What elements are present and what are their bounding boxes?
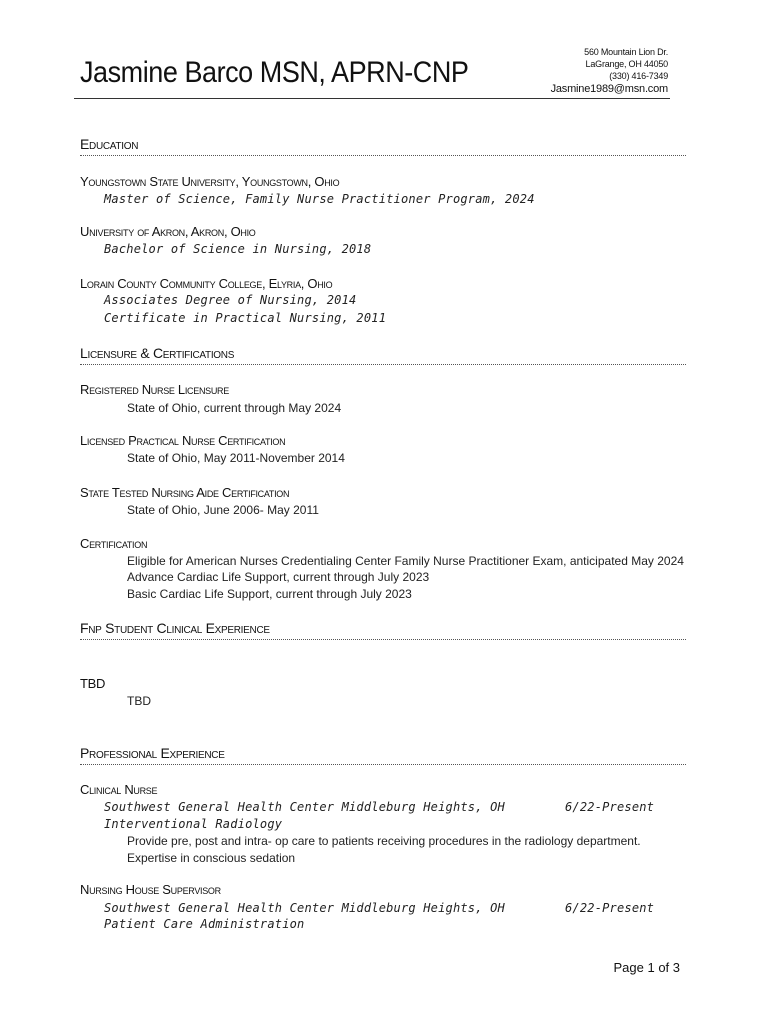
job-department: Interventional Radiology (104, 817, 283, 831)
license-title: Certification (80, 536, 148, 551)
job-employer: Southwest General Health Center Middleburg Heights, OH (104, 901, 505, 915)
education-degree: Certificate in Practical Nursing, 2011 (104, 311, 387, 325)
section-divider (80, 764, 686, 765)
clinical-detail: TBD (127, 694, 151, 708)
section-divider (80, 155, 686, 156)
job-employer: Southwest General Health Center Middleburg Heights, OH (104, 800, 505, 814)
section-divider (80, 364, 686, 365)
email: Jasmine1989@msn.com (550, 83, 668, 95)
license-detail: State of Ohio, May 2011-November 2014 (127, 451, 345, 465)
address-line-2: LaGrange, OH 44050 (585, 59, 668, 69)
education-degree: Master of Science, Family Nurse Practitioner Program, 2024 (104, 192, 535, 206)
license-title: Licensed Practical Nurse Certification (80, 433, 286, 448)
job-department: Patient Care Administration (104, 917, 305, 931)
licensure-heading: Licensure & Certifications (80, 345, 235, 361)
job-duty: Provide pre, post and intra- op care to patients receiving procedures in the radiology department. (127, 834, 641, 848)
header-divider (74, 98, 670, 99)
education-school: Lorain County Community College, Elyria, Ohio (80, 276, 333, 291)
job-title: Clinical Nurse (80, 782, 158, 797)
professional-heading: Professional Experience (80, 745, 225, 761)
license-detail: Basic Cardiac Life Support, current through July 2023 (127, 587, 412, 601)
education-degree: Bachelor of Science in Nursing, 2018 (104, 242, 372, 256)
education-school: University of Akron, Akron, Ohio (80, 224, 256, 239)
page-number: Page 1 of 3 (613, 960, 680, 975)
section-divider (80, 639, 686, 640)
job-dates: 6/22-Present (565, 800, 655, 814)
candidate-name: Jasmine Barco MSN, APRN-CNP (80, 56, 469, 89)
license-title: State Tested Nursing Aide Certification (80, 485, 290, 500)
license-title: Registered Nurse Licensure (80, 382, 229, 397)
fnp-clinical-heading: Fnp Student Clinical Experience (80, 620, 270, 636)
license-detail: Eligible for American Nurses Credentialing Center Family Nurse Practitioner Exam, anticipated May 2024 (127, 554, 684, 568)
address-line-1: 560 Mountain Lion Dr. (584, 47, 668, 57)
education-school: Youngstown State University, Youngstown, Ohio (80, 174, 340, 189)
education-heading: Education (80, 136, 139, 152)
license-detail: State of Ohio, June 2006- May 2011 (127, 503, 319, 517)
job-title: Nursing House Supervisor (80, 882, 221, 897)
job-dates: 6/22-Present (565, 901, 655, 915)
contact-block (551, 46, 668, 97)
phone: (330) 416-7349 (609, 71, 668, 81)
education-degree: Associates Degree of Nursing, 2014 (104, 293, 357, 307)
job-duty: Expertise in conscious sedation (127, 851, 296, 865)
license-detail: Advance Cardiac Life Support, current through July 2023 (127, 570, 430, 584)
license-detail: State of Ohio, current through May 2024 (127, 401, 342, 415)
clinical-title: TBD (80, 676, 106, 691)
